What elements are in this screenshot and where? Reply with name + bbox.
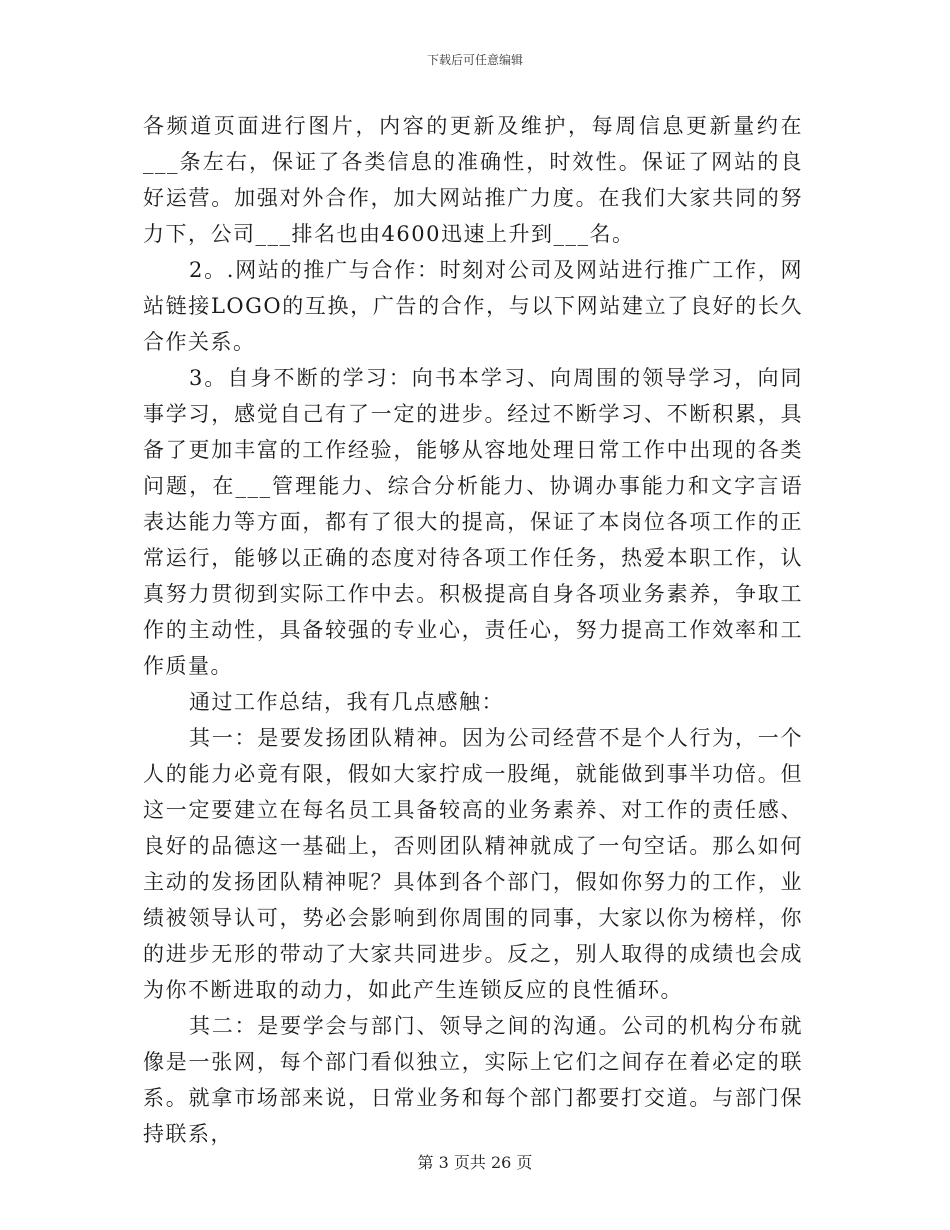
paragraph-channel-updates: 各频道页面进行图片，内容的更新及维护，每周信息更新量约在___条左右，保证了各类信息的准确性，时效性。保证了网站的良好运营。加强对外合作，加大网站推广力度。在我们大家共同的努力下，公司___排名也由4600迅速上升到___名。 [143,114,803,246]
document-body [143,108,803,1152]
paragraph-promotion: 2。.网站的推广与合作：时刻对公司及网站进行推广工作，网站链接LOGO的互换，广告的合作，与以下网站建立了良好的长久合作关系。 [143,258,803,354]
paragraph-team-spirit: 其一：是要发扬团队精神。因为公司经营不是个人行为，一个人的能力必竟有限，假如大家拧成一股绳，就能做到事半功倍。但这一定要建立在每名员工具备较高的业务素养、对工作的责任感、良好的品德这一基础上，否则团队精神就成了一句空话。那么如何主动的发扬团队精神呢？具体到各个部门，假如你努力的工作，业绩被领导认可，势必会影响到你周围的同事，大家以你为榜样，你的进步无形的带动了大家共同进步。反之，别人取得的成绩也会成为你不断进取的动力，如此产生连锁反应的良性循环。 [143,726,803,1002]
paragraph-summary-intro: 通过工作总结，我有几点感触： [189,690,504,714]
page-header-note: 下载后可任意编辑 [426,53,523,67]
page-number-footer: 第 3 页共 26 页 [417,1153,533,1172]
paragraph-communication: 其二：是要学会与部门、领导之间的沟通。公司的机构分布就像是一张网，每个部门看似独立，实际上它们之间存在着必定的联系。就拿市场部来说，日常业务和每个部门都要打交道。与部门保持联系， [143,1014,803,1146]
paragraph-self-learning: 3。自身不断的学习：向书本学习、向周围的领导学习，向同事学习，感觉自己有了一定的进步。经过不断学习、不断积累，具备了更加丰富的工作经验，能够从容地处理日常工作中出现的各类问题，在___管理能力、综合分析能力、协调办事能力和文字言语表达能力等方面，都有了很大的提高，保证了本岗位各项工作的正常运行，能够以正确的态度对待各项工作任务，热爱本职工作，认真努力贯彻到实际工作中去。积极提高自身各项业务素养，争取工作的主动性，具备较强的专业心，责任心，努力提高工作效率和工作质量。 [143,366,803,678]
